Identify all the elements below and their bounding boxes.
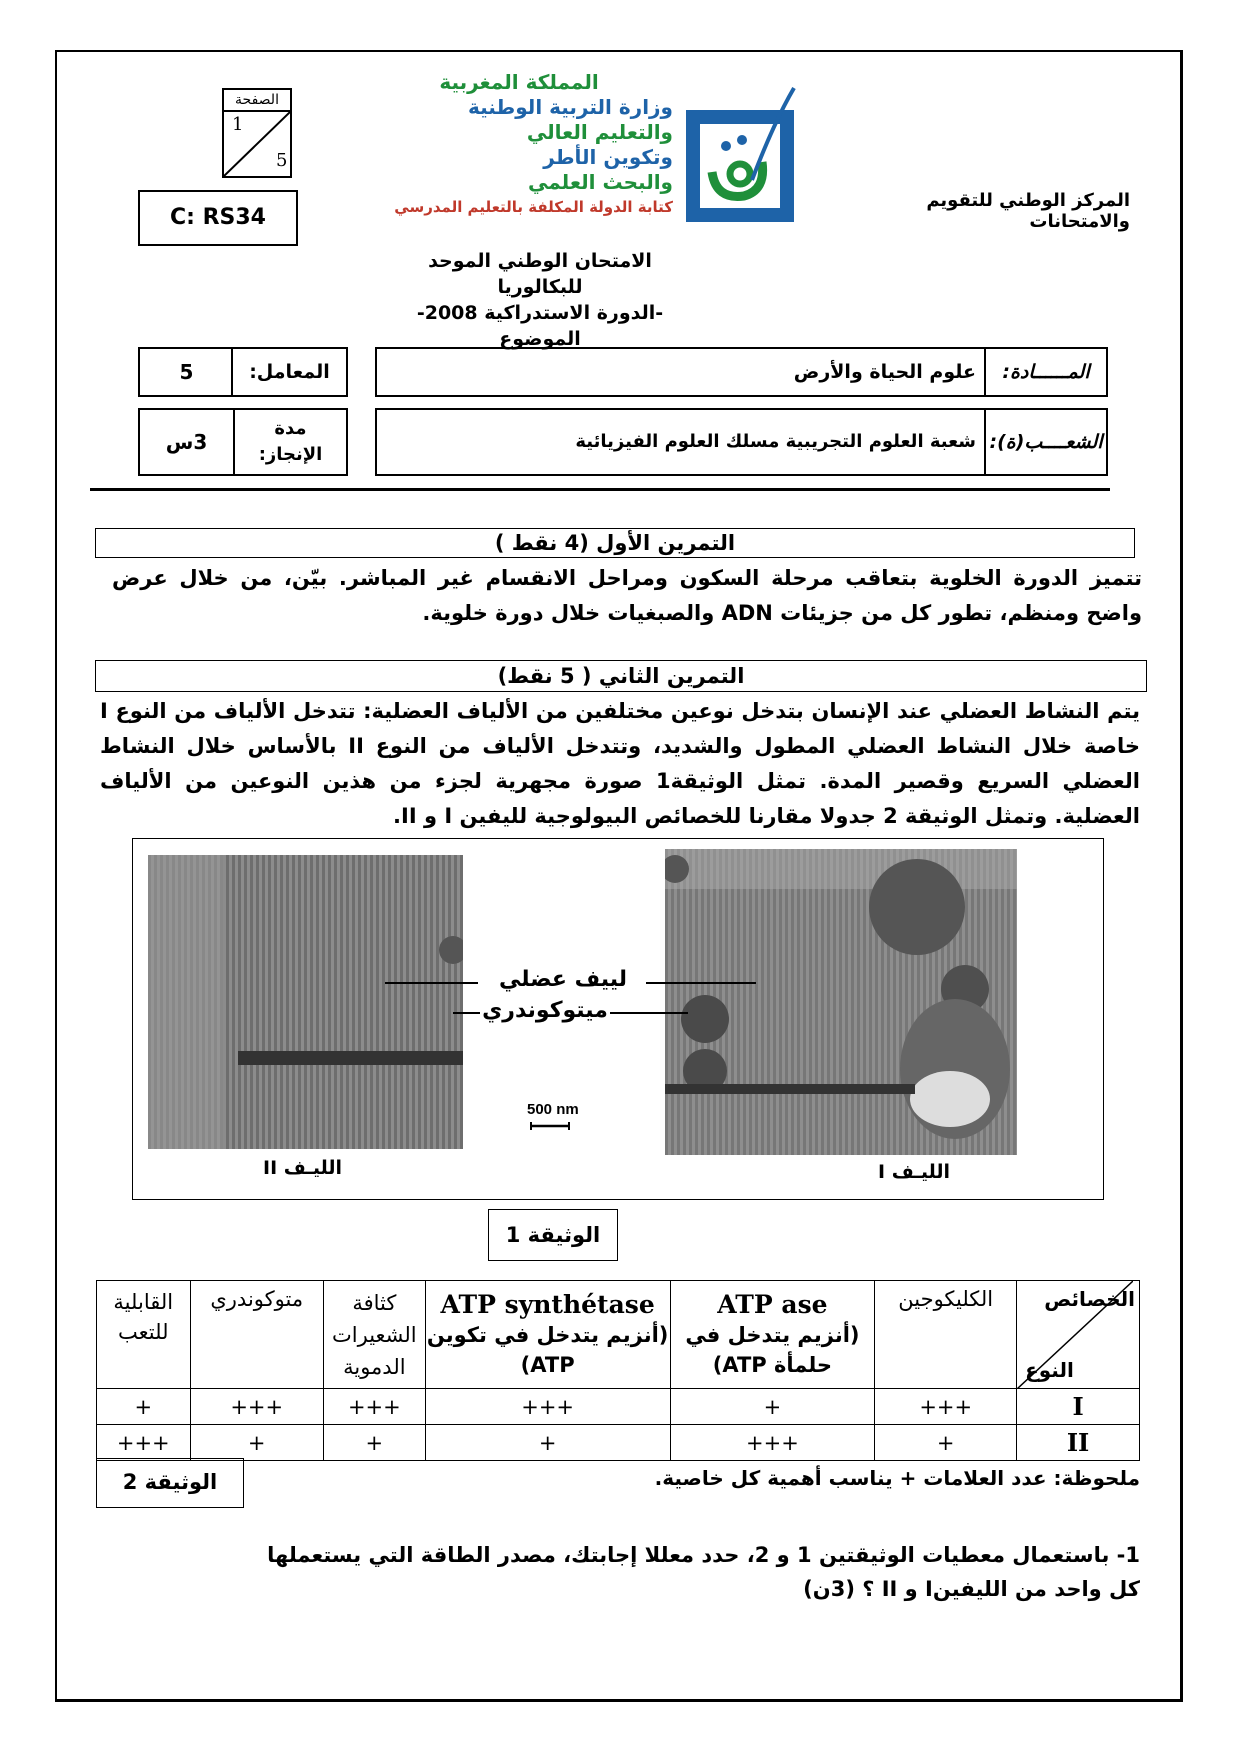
cell-value: +++ [670,1425,875,1461]
branch-box [375,408,1108,476]
header-fatigability: القابلية للتعب [97,1281,191,1389]
cell-value: + [190,1425,323,1461]
page-total: 5 [276,150,288,171]
row-type: II [1017,1425,1140,1461]
fiber1-caption: الليـف I [878,1161,950,1183]
header-synthetase-desc: (أنزيم يتدخل في تكوين ATP) [426,1322,669,1377]
corner-top: الخصائص [1044,1287,1135,1311]
figure-leader-lines [133,839,1105,1201]
subject-box [375,347,1108,397]
duration-key-line1: مدة [274,418,307,439]
subject-key: المــــــادة: [984,349,1106,395]
document1-title: الوثيقة 1 [488,1209,618,1261]
label-myofibril: لييف عضلي [498,967,628,992]
header-atpase-desc: (أنزيم يتدخل في حلمأة ATP) [685,1322,860,1377]
ministry-line5: كتابة الدولة المكلفة بالتعليم المدرسي [394,198,673,216]
cell-value: + [670,1389,875,1425]
label-mitochondria: ميتوكوندري [482,998,608,1023]
header-atpase-title: ATP ase [717,1289,828,1319]
duration-key [233,410,346,474]
document2-note: ملحوظة: عدد العلامات + يناسب أهمية كل خاصية. [654,1466,1140,1490]
exam-subject-label: الموضوع [499,328,581,350]
cell-value: +++ [875,1389,1017,1425]
exercise1-title: التمرين الأول (4 نقط ) [95,528,1135,558]
document2-table [96,1280,1140,1461]
document1-figure [132,838,1104,1200]
ministry-line3: وتكوين الأطر [543,145,673,169]
cell-value: +++ [425,1389,670,1425]
header-atpase [670,1281,875,1389]
corner-cell [1017,1281,1140,1389]
row-type: I [1017,1389,1140,1425]
exercise1-text: تتميز الدورة الخلوية بتعاقب مرحلة السكون ومراحل الانقسام غير المباشر. بيّن، من خلال عرض واضح ومنظم، تطور كل من جزيئات ADN والصبغيات خلال دورة خلوية. [112,566,1142,625]
header-mitochondria: متوكوندري [190,1281,323,1389]
exam-title: الامتحان الوطني الموحد للبكالوريا [428,250,652,298]
table-row-type-II [97,1425,1140,1461]
page-number-box [222,88,292,178]
page-label: الصفحة [224,90,290,112]
exercise2-text: يتم النشاط العضلي عند الإنسان بتدخل نوعين مختلفين من الألياف العضلية: تتدخل الألياف من النوع I خاصة خلال النشاط العضلي المطول والشديد، وتتدخل الألياف من النوع II بالأساس خلال النشاط العضلي السريع وقصير المدة. تمثل الوثيقة1 صورة مجهرية لجزء من هذين النوعين من الألياف العضلية. وتمثل الوثيقة 2 جدولا مقارنا للخصائص البيولوجية لليفين I و II. [100,699,1140,828]
header-capillary-density: كثافة الشعيرات الدموية [323,1281,425,1389]
header-synthetase-title: ATP synthétase [440,1289,655,1319]
cell-value: + [97,1389,191,1425]
document2-title: الوثيقة 2 [96,1458,244,1508]
cell-value: + [425,1425,670,1461]
cell-value: + [875,1425,1017,1461]
duration-key-line2: الإنجاز: [258,444,323,465]
duration-value: 3س [165,430,208,454]
table-row-type-I [97,1389,1140,1425]
header-glycogen: الكليكوجين [875,1281,1017,1389]
center-name: المركز الوطني للتقويم والامتحانات [926,190,1130,232]
duration-box [138,408,348,476]
corner-bottom: النوع [1025,1358,1074,1382]
branch-value: شعبة العلوم التجريبية مسلك العلوم الفيزيائية [575,431,976,452]
page-current: 1 [232,114,244,135]
cell-value: +++ [190,1389,323,1425]
subject-value: علوم الحياة والأرض [793,361,976,383]
fiber2-caption: الليـف II [263,1157,343,1179]
exam-code: C: RS34 [138,190,298,246]
coefficient-value: 5 [179,360,194,384]
cell-value: + [323,1425,425,1461]
ministry-line4: والبحث العلمي [528,170,673,194]
question1-text: 1- باستعمال معطيات الوثيقتين 1 و 2، حدد معللا إجابتك، مصدر الطاقة التي يستعملها كل واحد من الليفينI و II ؟ (3ن) [267,1543,1140,1601]
coefficient-key: المعامل: [231,349,346,395]
ministry-line1: وزارة التربية الوطنية [467,95,673,119]
cell-value: +++ [97,1425,191,1461]
scale-bar-label: 500 nm [527,1101,579,1118]
ministry-line2: والتعليم العالي [526,120,673,144]
coefficient-box [138,347,348,397]
exam-title-block [390,248,690,352]
exercise2-title: التمرين الثاني ( 5 نقط) [95,660,1147,692]
header-separator [90,488,1110,491]
kingdom-name: المملكة المغربية [439,70,599,94]
ministry-emblem-icon [682,82,800,227]
cell-value: +++ [323,1389,425,1425]
branch-key: الشعــــب(ة): [984,410,1106,474]
header-atp-synthetase [425,1281,670,1389]
exam-session: -الدورة الاستدراكية 2008- [416,302,664,324]
ministry-logo-text [365,70,673,220]
